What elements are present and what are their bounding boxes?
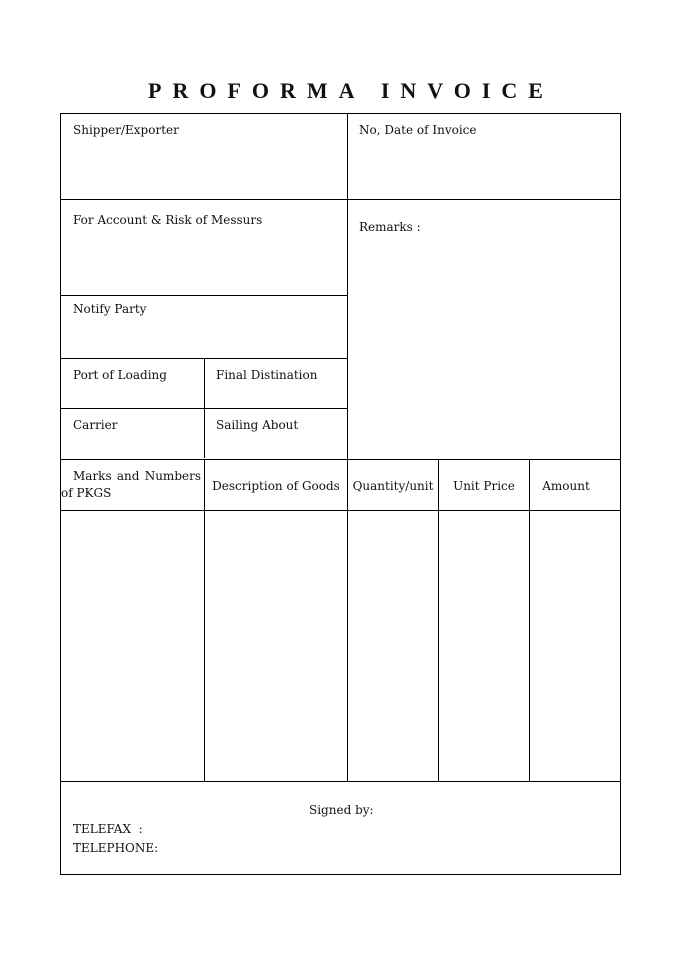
account-risk-field[interactable] bbox=[61, 200, 347, 295]
final-destination-field[interactable] bbox=[205, 359, 347, 408]
description-header: Description of Goods bbox=[212, 479, 340, 493]
carrier-field[interactable] bbox=[61, 409, 204, 459]
sailing-about-field[interactable] bbox=[205, 409, 347, 459]
signed-by-label: Signed by: bbox=[309, 803, 374, 817]
marks-numbers-cell[interactable] bbox=[61, 511, 204, 781]
marks-numbers-header-line2: of PKGS bbox=[61, 486, 112, 500]
unit-price-header: Unit Price bbox=[453, 479, 515, 493]
shipper-label: Shipper/Exporter bbox=[73, 123, 179, 137]
port-of-loading-label: Port of Loading bbox=[73, 368, 167, 382]
carrier-label: Carrier bbox=[73, 418, 118, 432]
document-title: PROFORMA INVOICE bbox=[148, 78, 554, 103]
final-destination-label: Final Distination bbox=[216, 368, 318, 382]
port-of-loading-field[interactable] bbox=[61, 359, 204, 408]
amount-header: Amount bbox=[542, 479, 590, 493]
account-risk-label: For Account & Risk of Messurs bbox=[73, 213, 263, 227]
quantity-header: Quantity/unit bbox=[352, 479, 434, 493]
quantity-cell[interactable] bbox=[348, 511, 438, 781]
invoice-no-date-label: No, Date of Invoice bbox=[359, 123, 477, 137]
sailing-about-label: Sailing About bbox=[216, 418, 299, 432]
unit-price-cell[interactable] bbox=[439, 511, 529, 781]
description-cell[interactable] bbox=[205, 511, 347, 781]
notify-party-field[interactable] bbox=[61, 296, 347, 358]
telefax-label: TELEFAX : bbox=[73, 822, 143, 836]
remarks-label: Remarks : bbox=[359, 220, 421, 234]
invoice-form bbox=[60, 113, 621, 875]
signature-field[interactable] bbox=[61, 782, 620, 874]
amount-cell[interactable] bbox=[530, 511, 620, 781]
telephone-label: TELEPHONE: bbox=[73, 841, 159, 855]
remarks-field[interactable] bbox=[348, 200, 620, 459]
shipper-field[interactable] bbox=[61, 114, 347, 199]
divider bbox=[61, 459, 620, 460]
invoice-no-date-field[interactable] bbox=[348, 114, 620, 199]
marks-numbers-header: Marks and Numbers bbox=[73, 469, 201, 483]
notify-party-label: Notify Party bbox=[73, 302, 147, 316]
